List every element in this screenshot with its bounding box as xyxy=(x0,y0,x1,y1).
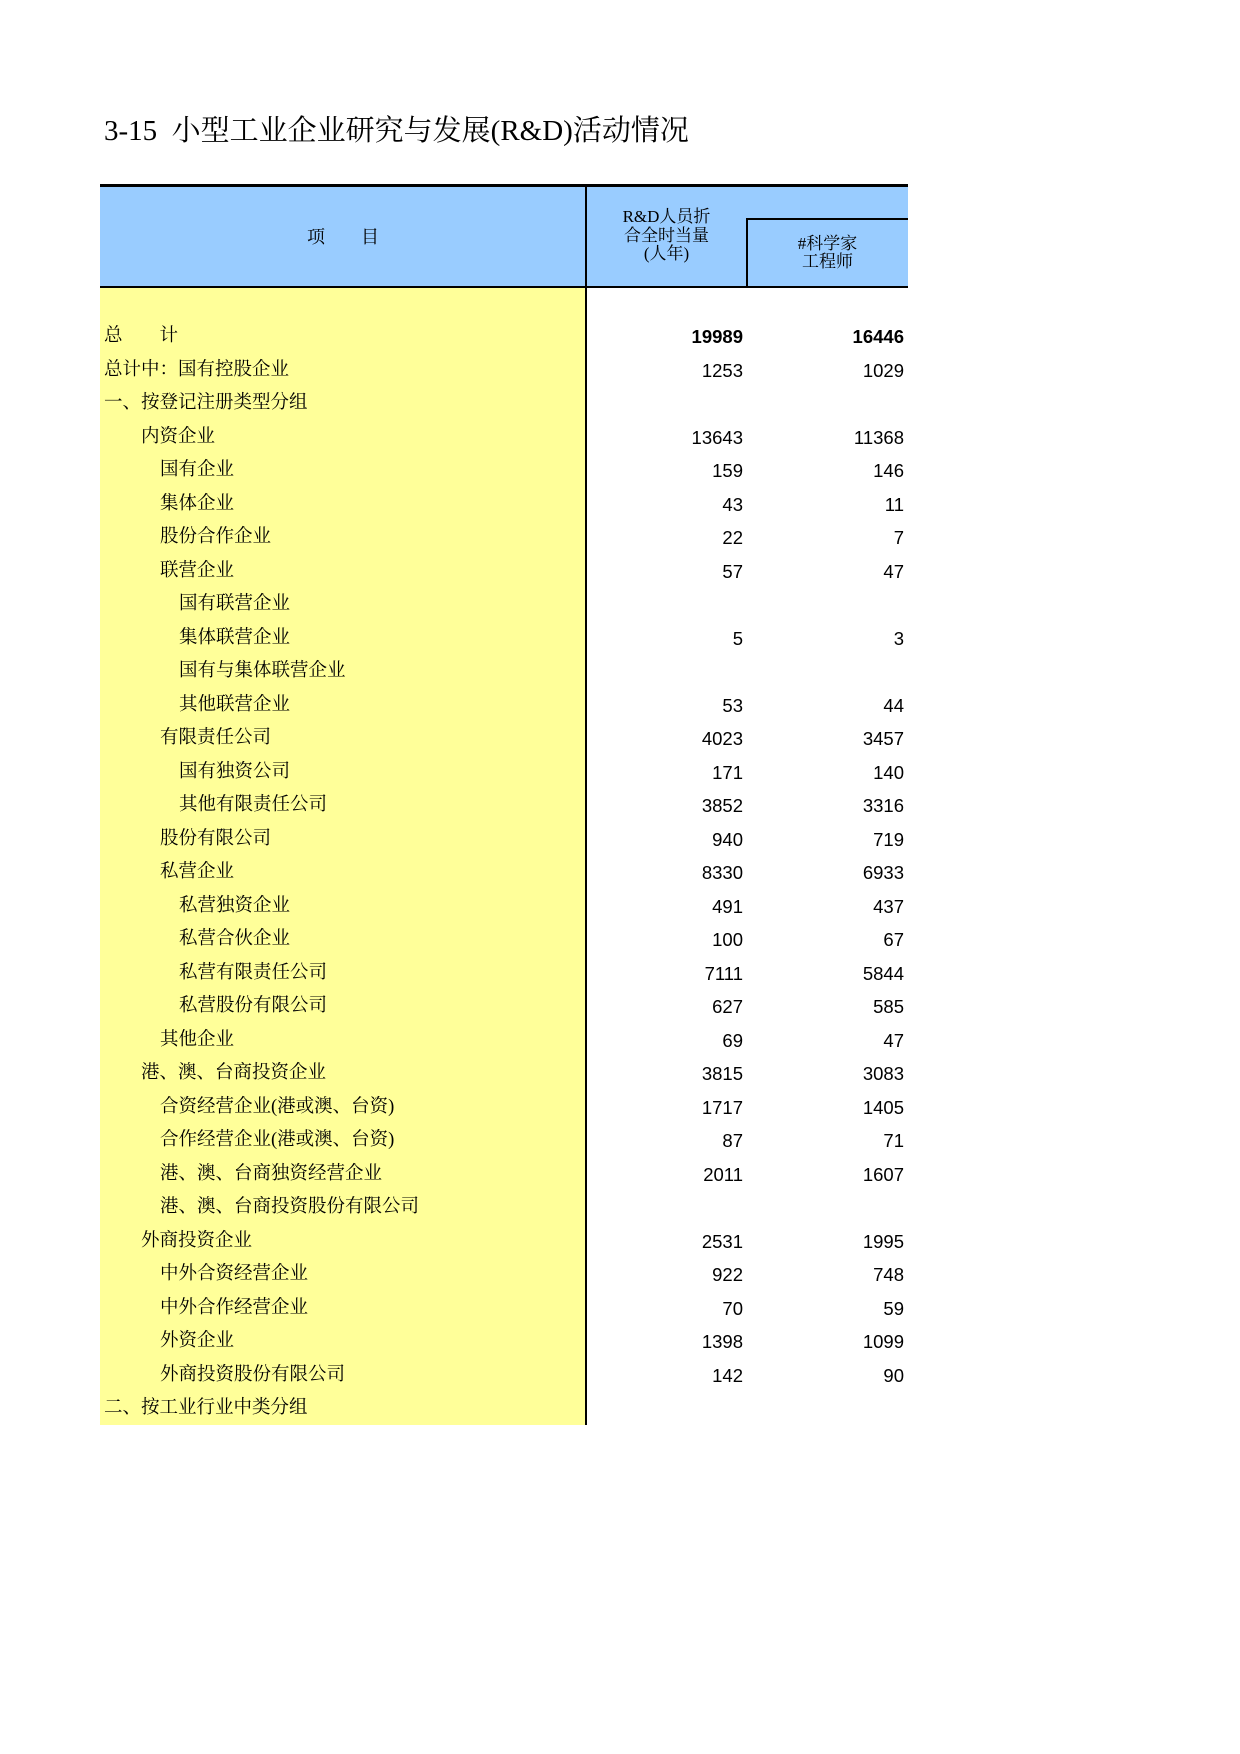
scientists-engineers-value: 748 xyxy=(873,1264,904,1285)
rd-personnel-value: 57 xyxy=(722,560,743,582)
row-label: 私营合伙企业 xyxy=(179,929,291,949)
rd-personnel-value xyxy=(588,387,743,421)
row-label: 国有联营企业 xyxy=(179,594,291,614)
scientists-engineers-value: 1099 xyxy=(862,1331,904,1352)
scientists-engineers-value: 71 xyxy=(883,1130,904,1151)
table-row xyxy=(0,1258,1240,1292)
table-row xyxy=(0,1292,1240,1326)
scientists-engineers-value: 47 xyxy=(883,1029,904,1051)
row-label: 其他企业 xyxy=(160,1029,235,1050)
header-scientists-engineers-label xyxy=(747,235,908,271)
rd-personnel-value: 1398 xyxy=(701,1331,743,1352)
header-item-label: 项 目 xyxy=(307,227,379,247)
rd-personnel-value: 2531 xyxy=(701,1230,743,1252)
scientists-engineers-value: 16446 xyxy=(852,326,904,347)
rd-personnel-value: 69 xyxy=(722,1029,743,1051)
row-label: 集体联营企业 xyxy=(179,627,291,648)
row-label: 其他联营企业 xyxy=(179,694,291,715)
rd-personnel-value xyxy=(588,655,743,689)
rd-personnel-value xyxy=(588,1191,743,1225)
rd-personnel-value: 2011 xyxy=(703,1163,743,1185)
row-label: 外资企业 xyxy=(160,1331,235,1351)
scientists-engineers-value: 1607 xyxy=(862,1163,904,1185)
rd-personnel-value: 7111 xyxy=(704,962,743,984)
subheader-rule xyxy=(746,218,908,220)
scientists-engineers-value xyxy=(749,588,904,622)
row-label: 港、澳、台商投资股份有限公司 xyxy=(160,1197,420,1217)
table-row xyxy=(0,1057,1240,1091)
scientists-engineers-value: 47 xyxy=(883,560,904,582)
scientists-engineers-value: 6933 xyxy=(862,862,904,883)
table-row xyxy=(0,923,1240,957)
header-scientists-engineers-line: #科学家 xyxy=(797,234,858,253)
table-row xyxy=(0,555,1240,589)
table-row xyxy=(0,521,1240,555)
row-label: 集体企业 xyxy=(160,493,235,514)
table-row xyxy=(0,1024,1240,1058)
table-row xyxy=(0,1191,1240,1225)
scientists-engineers-value: 3083 xyxy=(862,1063,904,1084)
scientists-engineers-value: 67 xyxy=(883,929,904,950)
rd-personnel-value: 22 xyxy=(722,527,743,548)
row-label: 股份合作企业 xyxy=(160,527,272,547)
rd-personnel-value: 491 xyxy=(712,895,743,917)
row-label: 港、澳、台商独资经营企业 xyxy=(160,1163,383,1184)
rd-personnel-value: 4023 xyxy=(701,728,743,749)
table-row xyxy=(0,789,1240,823)
table-body xyxy=(0,320,1240,1426)
page-title: 3-15 小型工业企业研究与发展(R&D)活动情况 xyxy=(104,115,689,147)
rd-personnel-value: 1253 xyxy=(701,359,743,381)
scientists-engineers-value: 719 xyxy=(873,828,904,850)
row-label: 二、按工业行业中类分组 xyxy=(104,1398,308,1418)
row-label: 私营有限责任公司 xyxy=(179,962,328,983)
scientists-engineers-value: 7 xyxy=(893,527,904,548)
scientists-engineers-value: 3 xyxy=(893,627,904,649)
rd-personnel-value: 3815 xyxy=(701,1063,743,1084)
rd-personnel-value: 53 xyxy=(722,694,743,716)
table-row xyxy=(0,1359,1240,1393)
table-row xyxy=(0,1225,1240,1259)
scientists-engineers-value: 90 xyxy=(883,1364,904,1386)
table-row xyxy=(0,387,1240,421)
rd-personnel-value: 5 xyxy=(732,627,743,649)
table-row xyxy=(0,1158,1240,1192)
row-label: 一、按登记注册类型分组 xyxy=(104,393,308,413)
rd-personnel-value xyxy=(588,1392,743,1426)
row-label: 其他有限责任公司 xyxy=(179,795,328,815)
row-label: 港、澳、台商投资企业 xyxy=(141,1063,327,1083)
row-label: 外商投资股份有限公司 xyxy=(160,1364,346,1385)
rd-personnel-value: 627 xyxy=(712,996,743,1017)
scientists-engineers-value xyxy=(749,1191,904,1225)
scientists-engineers-value: 11 xyxy=(884,493,904,515)
header-bottom-rule xyxy=(100,286,908,288)
table-top-rule xyxy=(100,184,908,187)
table-row xyxy=(0,756,1240,790)
scientists-engineers-value: 3316 xyxy=(862,795,904,816)
table-row xyxy=(0,856,1240,890)
row-label: 股份有限公司 xyxy=(160,828,272,849)
rd-personnel-value: 171 xyxy=(712,761,743,783)
table-row xyxy=(0,689,1240,723)
row-label: 内资企业 xyxy=(141,426,216,447)
table-row xyxy=(0,588,1240,622)
table-row xyxy=(0,1124,1240,1158)
scientists-engineers-value: 5844 xyxy=(862,962,904,984)
scientists-engineers-value: 437 xyxy=(873,895,904,917)
row-label: 合资经营企业(港或澳、台资) xyxy=(160,1096,395,1117)
rd-personnel-value: 3852 xyxy=(701,795,743,816)
row-label: 中外合资经营企业 xyxy=(160,1264,309,1284)
table-row xyxy=(0,890,1240,924)
row-label: 外商投资企业 xyxy=(141,1230,253,1251)
table-row xyxy=(0,957,1240,991)
scientists-engineers-value: 3457 xyxy=(862,728,904,749)
row-label: 合作经营企业(港或澳、台资) xyxy=(160,1130,395,1150)
scientists-engineers-value: 140 xyxy=(873,761,904,783)
rd-personnel-value xyxy=(588,588,743,622)
header-rd-personnel-line: R&D人员折 xyxy=(622,207,711,226)
scientists-engineers-value: 585 xyxy=(873,996,904,1017)
rd-personnel-value: 940 xyxy=(712,828,743,850)
table-row xyxy=(0,655,1240,689)
row-label: 有限责任公司 xyxy=(160,728,272,748)
table-row xyxy=(0,320,1240,354)
table-row xyxy=(0,454,1240,488)
row-label: 中外合作经营企业 xyxy=(160,1297,309,1318)
table-row xyxy=(0,1392,1240,1426)
scientists-engineers-value xyxy=(749,1392,904,1426)
row-label: 国有企业 xyxy=(160,460,235,480)
table-row xyxy=(0,1325,1240,1359)
header-rd-personnel-line: 合全时当量 xyxy=(624,225,709,245)
scientists-engineers-value xyxy=(749,655,904,689)
table-row xyxy=(0,488,1240,522)
row-label: 私营独资企业 xyxy=(179,895,291,916)
rd-personnel-value: 100 xyxy=(712,929,743,950)
rd-personnel-value: 87 xyxy=(722,1130,743,1151)
rd-personnel-value: 70 xyxy=(722,1297,743,1319)
header-rd-personnel-line: (人年) xyxy=(643,244,690,263)
rd-personnel-value: 13643 xyxy=(691,426,743,448)
rd-personnel-value: 1717 xyxy=(701,1096,743,1118)
row-label: 总计中：国有控股企业 xyxy=(104,359,290,380)
rd-personnel-value: 19989 xyxy=(691,326,743,347)
rd-personnel-value: 922 xyxy=(712,1264,743,1285)
scientists-engineers-value: 59 xyxy=(883,1297,904,1319)
rd-personnel-value: 43 xyxy=(722,493,743,515)
rd-personnel-value: 142 xyxy=(712,1364,743,1386)
table-row xyxy=(0,1091,1240,1125)
scientists-engineers-value: 1995 xyxy=(862,1230,904,1252)
scientists-engineers-value: 44 xyxy=(883,694,904,716)
header-rd-personnel-label xyxy=(586,208,747,264)
rd-personnel-value: 159 xyxy=(712,460,743,481)
table-row xyxy=(0,990,1240,1024)
scientists-engineers-value: 11368 xyxy=(853,426,904,448)
rd-personnel-value: 8330 xyxy=(701,862,743,883)
row-label: 联营企业 xyxy=(160,560,235,581)
scientists-engineers-value: 1405 xyxy=(862,1096,904,1118)
row-label: 总 计 xyxy=(104,326,179,346)
scientists-engineers-value: 146 xyxy=(873,460,904,481)
scientists-engineers-value: 1029 xyxy=(862,359,904,381)
table-row xyxy=(0,823,1240,857)
table-row xyxy=(0,722,1240,756)
row-label: 国有独资公司 xyxy=(179,761,291,782)
scientists-engineers-value xyxy=(749,387,904,421)
table-row xyxy=(0,421,1240,455)
table-row xyxy=(0,354,1240,388)
row-label: 国有与集体联营企业 xyxy=(179,661,346,681)
row-label: 私营企业 xyxy=(160,862,235,882)
header-scientists-engineers-line: 工程师 xyxy=(802,252,853,271)
row-label: 私营股份有限公司 xyxy=(179,996,328,1016)
table-row xyxy=(0,622,1240,656)
